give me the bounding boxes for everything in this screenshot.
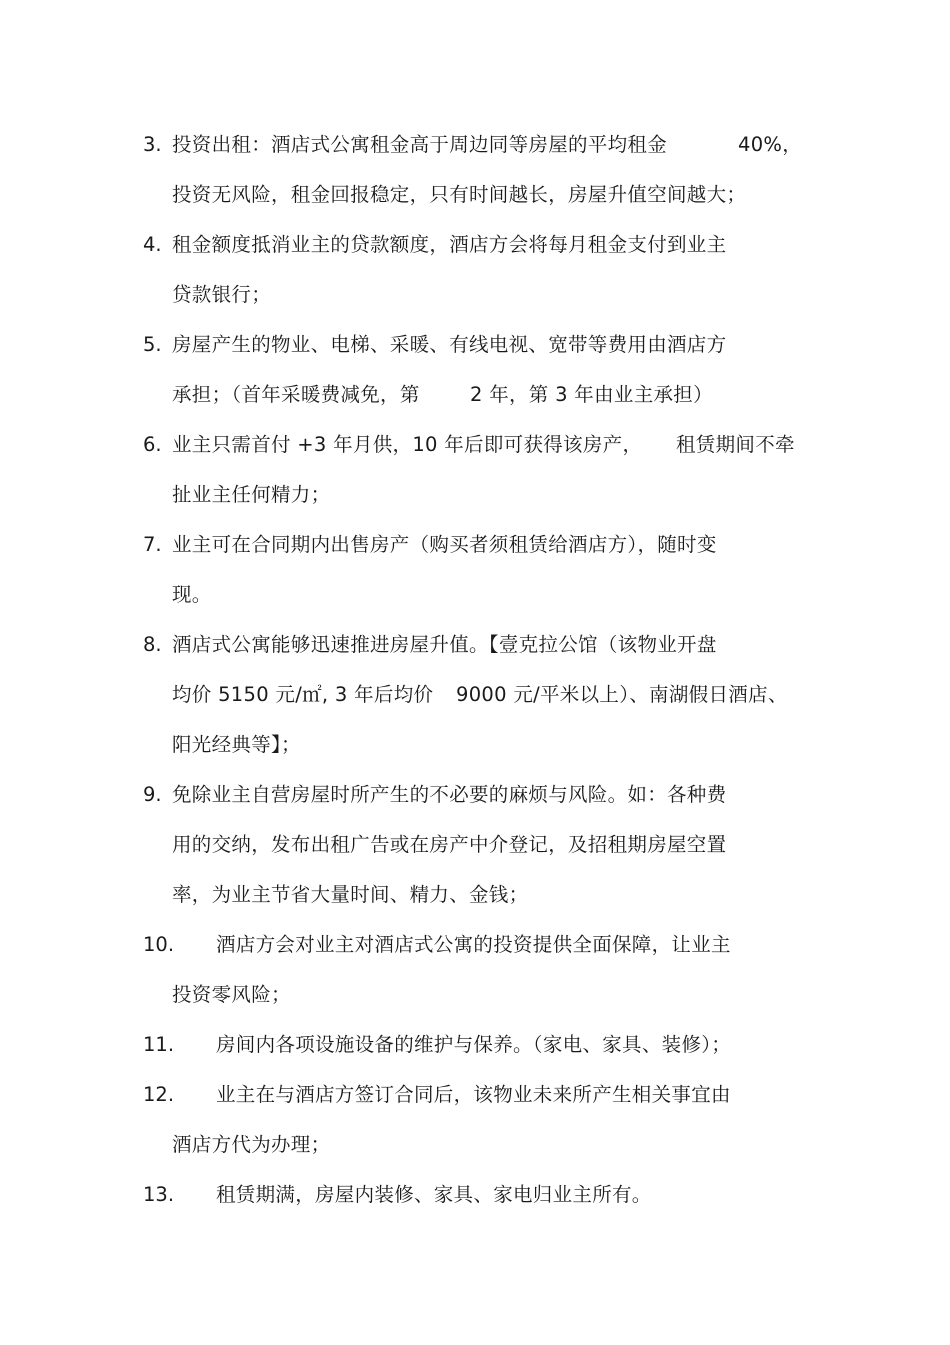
item-text-line: 用的交纳，发布出租广告或在房产中介登记，及招租期房屋空置	[172, 833, 727, 856]
item-number: 11.	[143, 1033, 175, 1056]
item-text-line: 扯业主任何精力；	[172, 483, 331, 506]
item-text-line: 业主可在合同期内出售房产（购买者须租赁给酒店方），随时变	[172, 533, 717, 556]
item-text-line: 酒店式公寓能够迅速推进房屋升值。【壹克拉公馆（该物业开盘	[172, 633, 717, 656]
item-text-line: 租金额度抵消业主的贷款额度，酒店方会将每月租金支付到业主	[172, 233, 727, 256]
item-text-line: 均价 5150 元/㎡, 3 年后均价	[172, 683, 434, 706]
item-number: 4.	[143, 233, 162, 256]
item-text-line: 租赁期满，房屋内装修、家具、家电归业主所有。	[216, 1183, 652, 1206]
item-text-line: 免除业主自营房屋时所产生的不必要的麻烦与风险。如：各种费	[172, 783, 727, 806]
item-number: 10.	[143, 933, 175, 956]
item-text-line: 现。	[172, 583, 212, 606]
item-text-line: 酒店方代为办理；	[172, 1133, 331, 1156]
item-text-line: 投资出租：酒店式公寓租金高于周边同等房屋的平均租金	[172, 133, 668, 156]
item-text-line: 业主在与酒店方签订合同后，该物业未来所产生相关事宜由	[216, 1083, 731, 1106]
item-text-line: 贷款银行；	[172, 283, 272, 306]
item-number: 12.	[143, 1083, 175, 1106]
item-number: 13.	[143, 1183, 175, 1206]
item-text-line: 业主只需首付 +3 年月供，10 年后即可获得该房产，	[172, 433, 643, 456]
item-text-line: 率，为业主节省大量时间、精力、金钱；	[172, 883, 529, 906]
item-text-line: 房间内各项设施设备的维护与保养。（家电、家具、装修）；	[216, 1033, 732, 1056]
item-number: 6.	[143, 433, 162, 456]
item-text-line: 租赁期间不牵	[676, 433, 795, 456]
item-text-line: 9000 元/平米以上）、南湖假日酒店、	[456, 683, 788, 706]
item-text-line: 阳光经典等】；	[172, 733, 301, 756]
item-number: 9.	[143, 783, 162, 806]
item-number: 8.	[143, 633, 162, 656]
item-text-line: 承担；（首年采暖费减免，第	[172, 383, 420, 406]
item-text-line: 房屋产生的物业、电梯、采暖、有线电视、宽带等费用由酒店方	[172, 333, 727, 356]
item-number: 5.	[143, 333, 162, 356]
item-text-line: 2 年，第 3 年由业主承担）	[470, 383, 713, 406]
item-number: 7.	[143, 533, 162, 556]
item-text-line: 投资无风险，租金回报稳定，只有时间越长，房屋升值空间越大；	[172, 183, 747, 206]
item-text-line: 40%，	[738, 133, 803, 156]
item-number: 3.	[143, 133, 162, 156]
item-text-line: 酒店方会对业主对酒店式公寓的投资提供全面保障，让业主	[216, 933, 731, 956]
item-text-line: 投资零风险；	[172, 983, 291, 1006]
